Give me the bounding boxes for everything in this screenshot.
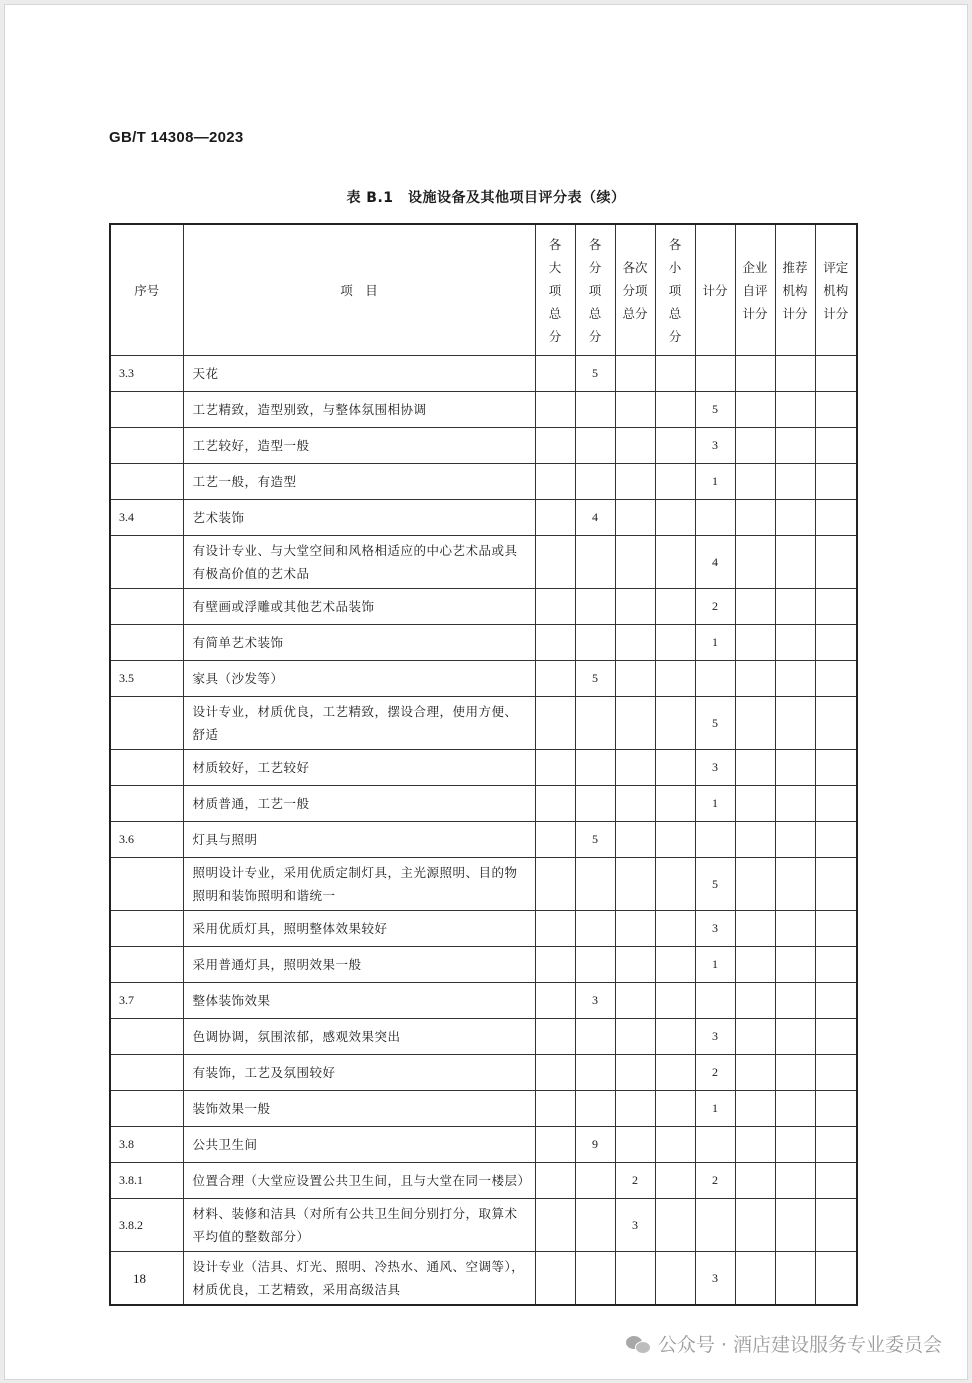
cell-self-score [735, 1055, 775, 1091]
cell-secondary-total [615, 911, 655, 947]
cell-secondary-total [615, 392, 655, 428]
cell-minor-total [655, 1055, 695, 1091]
cell-score: 5 [695, 858, 735, 911]
cell-major-total [535, 911, 575, 947]
cell-assess-score [815, 911, 857, 947]
cell-assess-score [815, 1252, 857, 1306]
cell-recommend-score [775, 983, 815, 1019]
cell-score: 1 [695, 947, 735, 983]
cell-recommend-score [775, 947, 815, 983]
cell-assess-score [815, 947, 857, 983]
cell-major-total [535, 356, 575, 392]
cell-sub-total: 5 [575, 661, 615, 697]
cell-score [695, 661, 735, 697]
col-major-total-label: 各大项总分 [548, 236, 562, 344]
cell-score: 2 [695, 1163, 735, 1199]
col-minor-total-header [655, 224, 695, 356]
document-page [4, 4, 968, 1380]
cell-assess-score [815, 697, 857, 750]
cell-recommend-score [775, 536, 815, 589]
cell-seq [110, 947, 183, 983]
cell-assess-score [815, 661, 857, 697]
cell-self-score [735, 428, 775, 464]
cell-recommend-score [775, 1091, 815, 1127]
cell-secondary-total [615, 697, 655, 750]
cell-score: 3 [695, 428, 735, 464]
table-row [110, 1019, 857, 1055]
cell-sub-total [575, 1163, 615, 1199]
cell-recommend-score [775, 392, 815, 428]
cell-assess-score [815, 356, 857, 392]
table-row [110, 1252, 857, 1306]
table-row [110, 697, 857, 750]
cell-seq [110, 858, 183, 911]
cell-secondary-total [615, 1055, 655, 1091]
cell-seq [110, 392, 183, 428]
cell-assess-score [815, 1127, 857, 1163]
cell-major-total [535, 786, 575, 822]
cell-self-score [735, 625, 775, 661]
col-assess-score-label: 评定机构计分 [823, 259, 849, 321]
cell-score: 3 [695, 750, 735, 786]
cell-recommend-score [775, 356, 815, 392]
cell-item: 位置合理（大堂应设置公共卫生间，且与大堂在同一楼层） [183, 1163, 535, 1199]
cell-seq: 3.6 [110, 822, 183, 858]
cell-major-total [535, 1252, 575, 1306]
cell-score: 1 [695, 1091, 735, 1127]
cell-secondary-total [615, 983, 655, 1019]
table-header-row [110, 224, 857, 356]
cell-seq [110, 428, 183, 464]
cell-minor-total [655, 1091, 695, 1127]
page-number: 18 [133, 1271, 146, 1286]
cell-assess-score [815, 1091, 857, 1127]
cell-item: 艺术装饰 [183, 500, 535, 536]
col-minor-total-label: 各小项总分 [668, 236, 682, 344]
cell-score: 4 [695, 536, 735, 589]
cell-major-total [535, 750, 575, 786]
cell-self-score [735, 1127, 775, 1163]
cell-item: 采用普通灯具，照明效果一般 [183, 947, 535, 983]
table-body [110, 356, 857, 1306]
cell-sub-total [575, 392, 615, 428]
table-row [110, 822, 857, 858]
cell-sub-total [575, 947, 615, 983]
cell-secondary-total [615, 947, 655, 983]
cell-secondary-total [615, 1127, 655, 1163]
cell-recommend-score [775, 428, 815, 464]
cell-secondary-total [615, 625, 655, 661]
table-row [110, 625, 857, 661]
cell-major-total [535, 1055, 575, 1091]
cell-sub-total: 4 [575, 500, 615, 536]
cell-score [695, 822, 735, 858]
cell-self-score [735, 858, 775, 911]
cell-seq [110, 464, 183, 500]
cell-assess-score [815, 392, 857, 428]
table-row [110, 983, 857, 1019]
cell-self-score [735, 356, 775, 392]
cell-minor-total [655, 536, 695, 589]
col-recommend-score-label: 推荐机构计分 [782, 259, 808, 321]
cell-major-total [535, 392, 575, 428]
cell-item: 有设计专业、与大堂空间和风格相适应的中心艺术品或具有极高价值的艺术品 [183, 536, 535, 589]
cell-recommend-score [775, 661, 815, 697]
cell-item: 照明设计专业，采用优质定制灯具，主光源照明、目的物照明和装饰照明和谐统一 [183, 858, 535, 911]
col-score-header: 计分 [695, 224, 735, 356]
cell-score [695, 500, 735, 536]
cell-seq: 3.3 [110, 356, 183, 392]
cell-sub-total [575, 786, 615, 822]
cell-self-score [735, 536, 775, 589]
table-row [110, 589, 857, 625]
cell-major-total [535, 428, 575, 464]
cell-seq [110, 750, 183, 786]
cell-assess-score [815, 1019, 857, 1055]
cell-sub-total [575, 858, 615, 911]
cell-seq [110, 1252, 183, 1306]
table-row [110, 428, 857, 464]
cell-major-total [535, 661, 575, 697]
cell-secondary-total [615, 356, 655, 392]
cell-sub-total [575, 911, 615, 947]
cell-self-score [735, 750, 775, 786]
cell-item: 材质较好，工艺较好 [183, 750, 535, 786]
cell-secondary-total [615, 1252, 655, 1306]
cell-recommend-score [775, 786, 815, 822]
cell-major-total [535, 858, 575, 911]
cell-item: 材质普通，工艺一般 [183, 786, 535, 822]
table-row [110, 911, 857, 947]
cell-sub-total: 3 [575, 983, 615, 1019]
cell-score: 3 [695, 1252, 735, 1306]
cell-item: 材料、装修和洁具（对所有公共卫生间分别打分，取算术平均值的整数部分） [183, 1199, 535, 1252]
cell-recommend-score [775, 1019, 815, 1055]
cell-major-total [535, 464, 575, 500]
scoring-table [109, 223, 858, 1306]
cell-seq [110, 1091, 183, 1127]
cell-secondary-total [615, 464, 655, 500]
cell-self-score [735, 661, 775, 697]
cell-score: 3 [695, 1019, 735, 1055]
cell-minor-total [655, 750, 695, 786]
cell-seq [110, 911, 183, 947]
cell-seq [110, 786, 183, 822]
table-row [110, 500, 857, 536]
cell-score: 1 [695, 625, 735, 661]
cell-assess-score [815, 750, 857, 786]
table-title: 表 B.1 设施设备及其他项目评分表（续） [346, 190, 626, 206]
table-row [110, 786, 857, 822]
cell-recommend-score [775, 625, 815, 661]
cell-self-score [735, 589, 775, 625]
cell-recommend-score [775, 911, 815, 947]
cell-self-score [735, 500, 775, 536]
col-secondary-total-header [615, 224, 655, 356]
col-assess-score-header [815, 224, 857, 356]
cell-score: 5 [695, 697, 735, 750]
cell-sub-total: 9 [575, 1127, 615, 1163]
cell-major-total [535, 1199, 575, 1252]
cell-self-score [735, 947, 775, 983]
cell-item: 设计专业，材质优良，工艺精致，摆设合理，使用方便、舒适 [183, 697, 535, 750]
cell-seq: 3.5 [110, 661, 183, 697]
cell-self-score [735, 1019, 775, 1055]
cell-sub-total [575, 1091, 615, 1127]
cell-assess-score [815, 822, 857, 858]
cell-item: 灯具与照明 [183, 822, 535, 858]
cell-score: 2 [695, 589, 735, 625]
cell-assess-score [815, 464, 857, 500]
cell-seq [110, 625, 183, 661]
cell-minor-total [655, 1163, 695, 1199]
cell-seq: 3.4 [110, 500, 183, 536]
cell-minor-total [655, 1199, 695, 1252]
cell-assess-score [815, 786, 857, 822]
cell-minor-total [655, 911, 695, 947]
table-row [110, 356, 857, 392]
cell-recommend-score [775, 822, 815, 858]
cell-secondary-total [615, 750, 655, 786]
cell-seq: 3.7 [110, 983, 183, 1019]
cell-score: 1 [695, 786, 735, 822]
cell-minor-total [655, 661, 695, 697]
cell-assess-score [815, 1163, 857, 1199]
cell-sub-total [575, 536, 615, 589]
col-secondary-total-label: 各次分项总分 [622, 259, 648, 321]
cell-seq [110, 1055, 183, 1091]
watermark [626, 1330, 942, 1357]
cell-sub-total: 5 [575, 822, 615, 858]
cell-assess-score [815, 536, 857, 589]
cell-recommend-score [775, 500, 815, 536]
cell-self-score [735, 822, 775, 858]
cell-major-total [535, 822, 575, 858]
cell-recommend-score [775, 1163, 815, 1199]
cell-self-score [735, 697, 775, 750]
cell-major-total [535, 1163, 575, 1199]
col-sub-total-header [575, 224, 615, 356]
cell-score: 5 [695, 392, 735, 428]
cell-secondary-total [615, 1091, 655, 1127]
cell-recommend-score [775, 464, 815, 500]
cell-assess-score [815, 625, 857, 661]
cell-sub-total: 5 [575, 356, 615, 392]
wechat-icon [626, 1334, 650, 1354]
cell-item: 有简单艺术装饰 [183, 625, 535, 661]
cell-major-total [535, 983, 575, 1019]
cell-sub-total [575, 589, 615, 625]
table-row [110, 464, 857, 500]
cell-item: 装饰效果一般 [183, 1091, 535, 1127]
cell-item: 工艺一般，有造型 [183, 464, 535, 500]
cell-recommend-score [775, 1055, 815, 1091]
cell-minor-total [655, 500, 695, 536]
cell-item: 家具（沙发等） [183, 661, 535, 697]
cell-assess-score [815, 589, 857, 625]
cell-item: 有壁画或浮雕或其他艺术品装饰 [183, 589, 535, 625]
cell-sub-total [575, 428, 615, 464]
cell-secondary-total [615, 786, 655, 822]
cell-score [695, 1127, 735, 1163]
cell-assess-score [815, 1199, 857, 1252]
cell-secondary-total [615, 661, 655, 697]
cell-minor-total [655, 1019, 695, 1055]
table-row [110, 1127, 857, 1163]
col-seq-header: 序号 [110, 224, 183, 356]
cell-self-score [735, 786, 775, 822]
table-row [110, 1163, 857, 1199]
cell-sub-total [575, 1019, 615, 1055]
cell-recommend-score [775, 697, 815, 750]
cell-minor-total [655, 858, 695, 911]
cell-sub-total [575, 625, 615, 661]
cell-recommend-score [775, 1252, 815, 1306]
table-row [110, 947, 857, 983]
cell-self-score [735, 1199, 775, 1252]
table-row [110, 858, 857, 911]
cell-seq [110, 536, 183, 589]
cell-item: 有装饰，工艺及氛围较好 [183, 1055, 535, 1091]
cell-secondary-total [615, 1019, 655, 1055]
col-self-score-label: 企业自评计分 [742, 259, 768, 321]
cell-item: 工艺较好，造型一般 [183, 428, 535, 464]
table-row [110, 1199, 857, 1252]
standard-code: GB/T 14308—2023 [109, 129, 244, 146]
table-row [110, 661, 857, 697]
table-row [110, 1091, 857, 1127]
cell-item: 公共卫生间 [183, 1127, 535, 1163]
cell-secondary-total [615, 536, 655, 589]
cell-score [695, 983, 735, 1019]
cell-secondary-total [615, 858, 655, 911]
cell-self-score [735, 392, 775, 428]
table-row [110, 1055, 857, 1091]
cell-assess-score [815, 983, 857, 1019]
cell-minor-total [655, 822, 695, 858]
cell-item: 天花 [183, 356, 535, 392]
cell-seq [110, 1019, 183, 1055]
col-self-score-header [735, 224, 775, 356]
cell-minor-total [655, 947, 695, 983]
cell-self-score [735, 1091, 775, 1127]
cell-seq [110, 589, 183, 625]
cell-assess-score [815, 500, 857, 536]
cell-secondary-total [615, 822, 655, 858]
cell-item: 工艺精致，造型别致，与整体氛围相协调 [183, 392, 535, 428]
cell-major-total [535, 1019, 575, 1055]
cell-sub-total [575, 464, 615, 500]
cell-major-total [535, 625, 575, 661]
cell-major-total [535, 1127, 575, 1163]
cell-score [695, 1199, 735, 1252]
cell-self-score [735, 1163, 775, 1199]
col-sub-total-label: 各分项总分 [588, 236, 602, 344]
cell-minor-total [655, 983, 695, 1019]
cell-major-total [535, 947, 575, 983]
cell-seq: 3.8 [110, 1127, 183, 1163]
cell-score: 2 [695, 1055, 735, 1091]
cell-item: 设计专业（洁具、灯光、照明、冷热水、通风、空调等），材质优良，工艺精致，采用高级洁具 [183, 1252, 535, 1306]
cell-seq: 3.8.1 [110, 1163, 183, 1199]
cell-score: 1 [695, 464, 735, 500]
cell-self-score [735, 1252, 775, 1306]
cell-sub-total [575, 1055, 615, 1091]
cell-minor-total [655, 1127, 695, 1163]
cell-sub-total [575, 1252, 615, 1306]
cell-minor-total [655, 589, 695, 625]
cell-sub-total [575, 697, 615, 750]
cell-score: 3 [695, 911, 735, 947]
cell-secondary-total [615, 428, 655, 464]
cell-major-total [535, 589, 575, 625]
cell-recommend-score [775, 589, 815, 625]
cell-secondary-total [615, 500, 655, 536]
cell-recommend-score [775, 858, 815, 911]
cell-secondary-total [615, 589, 655, 625]
cell-minor-total [655, 1252, 695, 1306]
table-row [110, 536, 857, 589]
table-row [110, 392, 857, 428]
cell-item: 整体装饰效果 [183, 983, 535, 1019]
col-item-header: 项 目 [183, 224, 535, 356]
cell-self-score [735, 464, 775, 500]
cell-seq: 3.8.2 [110, 1199, 183, 1252]
cell-self-score [735, 983, 775, 1019]
watermark-text: 公众号 · 酒店建设服务专业委员会 [657, 1334, 942, 1356]
cell-self-score [735, 911, 775, 947]
cell-secondary-total: 2 [615, 1163, 655, 1199]
cell-major-total [535, 536, 575, 589]
cell-minor-total [655, 697, 695, 750]
cell-item: 色调协调，氛围浓郁，感观效果突出 [183, 1019, 535, 1055]
cell-secondary-total: 3 [615, 1199, 655, 1252]
cell-minor-total [655, 392, 695, 428]
cell-assess-score [815, 858, 857, 911]
cell-minor-total [655, 786, 695, 822]
cell-major-total [535, 697, 575, 750]
cell-assess-score [815, 1055, 857, 1091]
cell-minor-total [655, 428, 695, 464]
cell-sub-total [575, 1199, 615, 1252]
cell-minor-total [655, 464, 695, 500]
cell-recommend-score [775, 750, 815, 786]
cell-minor-total [655, 356, 695, 392]
cell-major-total [535, 500, 575, 536]
cell-recommend-score [775, 1199, 815, 1252]
col-major-total-header [535, 224, 575, 356]
cell-major-total [535, 1091, 575, 1127]
cell-minor-total [655, 625, 695, 661]
cell-score [695, 356, 735, 392]
table-row [110, 750, 857, 786]
cell-recommend-score [775, 1127, 815, 1163]
cell-item: 采用优质灯具，照明整体效果较好 [183, 911, 535, 947]
cell-seq [110, 697, 183, 750]
cell-assess-score [815, 428, 857, 464]
col-recommend-score-header [775, 224, 815, 356]
cell-sub-total [575, 750, 615, 786]
